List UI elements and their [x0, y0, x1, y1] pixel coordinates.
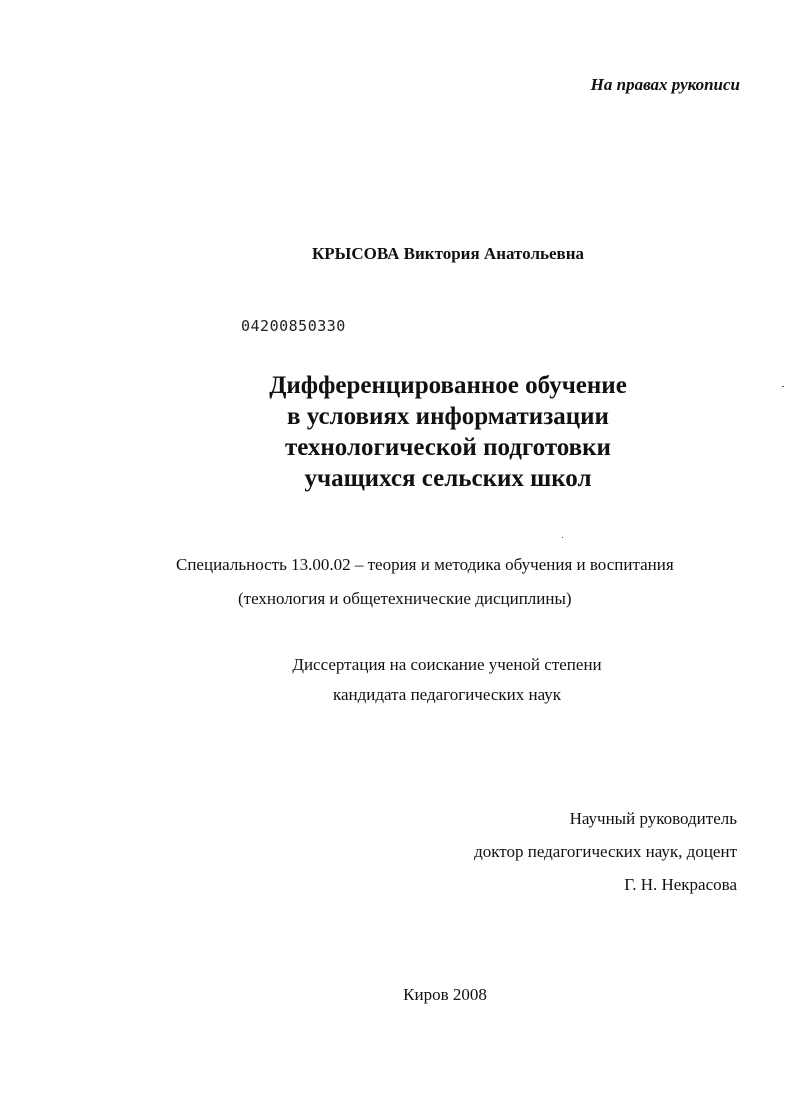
degree-line: Диссертация на соискание ученой степени	[292, 655, 602, 674]
supervisor-role: Научный руководитель	[569, 809, 737, 828]
author-name: КРЫСОВА Виктория Анатольевна	[311, 244, 585, 263]
specialty-line: Специальность 13.00.02 – теория и методика обучения и воспитания	[176, 555, 674, 574]
scan-speck	[782, 386, 784, 387]
copyright-note: На правах рукописи	[590, 75, 740, 94]
title-line: технологической подготовки	[285, 434, 611, 461]
degree-statement	[0, 650, 792, 710]
degree-line: кандидата педагогических наук	[332, 685, 562, 704]
title-line: учащихся сельских школ	[304, 465, 592, 492]
title-line: Дифференцированное обучение	[269, 372, 627, 399]
catalog-number: 04200850330	[241, 317, 346, 335]
supervisor-degree: доктор педагогических наук, доцент	[474, 842, 737, 861]
city-year: Киров 2008	[403, 985, 487, 1004]
dissertation-title	[0, 370, 792, 494]
supervisor-name: Г. Н. Некрасова	[624, 875, 737, 894]
title-line: в условиях информатизации	[287, 403, 609, 430]
supervisor-block	[474, 802, 737, 901]
specialty-subtitle: (технология и общетехнические дисциплины)	[238, 589, 572, 608]
scan-speck	[562, 537, 563, 538]
